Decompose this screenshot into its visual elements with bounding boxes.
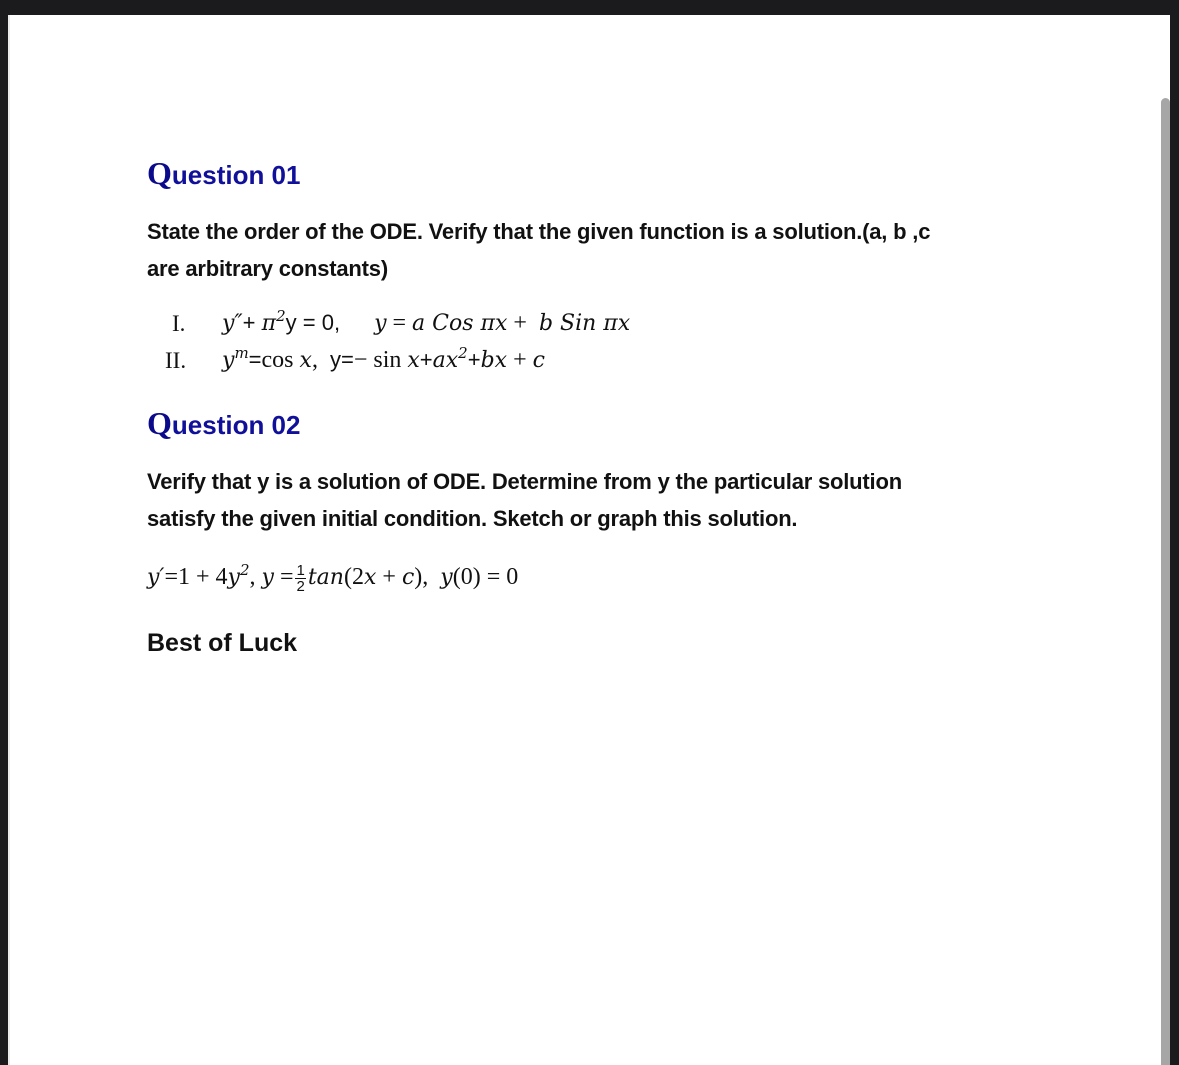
- closing-text: Best of Luck: [147, 629, 298, 657]
- instruction-line-1: Verify that y is a solution of ODE. Determine from y the particular solution: [147, 469, 902, 494]
- item-numeral-2: II.: [165, 348, 187, 373]
- question-02-heading: [147, 405, 300, 442]
- question-01-instruction: [147, 213, 930, 287]
- instruction-line-1: State the order of the ODE. Verify that the given function is a solution.(a, b ,c: [147, 219, 931, 244]
- document-page: [8, 15, 1170, 1065]
- instruction-line-2: satisfy the given initial condition. Sketch or graph this solution.: [147, 506, 798, 531]
- heading-text: uestion 02: [171, 410, 301, 440]
- heading-text: uestion 01: [171, 160, 301, 190]
- item-numeral-1: I.: [172, 311, 186, 336]
- question-01-heading: [147, 155, 300, 192]
- item-2-equation: $y^m=\cos$ x, $y=- \sin x+ax^2+bx + c$: [222, 344, 545, 373]
- question-02-instruction: [147, 463, 902, 537]
- scrollbar-thumb[interactable]: [1161, 98, 1170, 1065]
- question-02-equation: $y'=1 + 4y^2$, y = $\frac{1}{2}$ tan(2x + c), y(0) = 0: [147, 561, 519, 595]
- fraction-one-half: $\frac{1}{2}$: [296, 562, 305, 595]
- heading-initial: Q: [147, 155, 172, 191]
- item-1-equation: $y''+ \pi^2y = 0$, y = a Cos πx + b Sin πx: [222, 307, 631, 336]
- instruction-line-2: are arbitrary constants): [147, 256, 388, 281]
- heading-initial: Q: [147, 405, 172, 441]
